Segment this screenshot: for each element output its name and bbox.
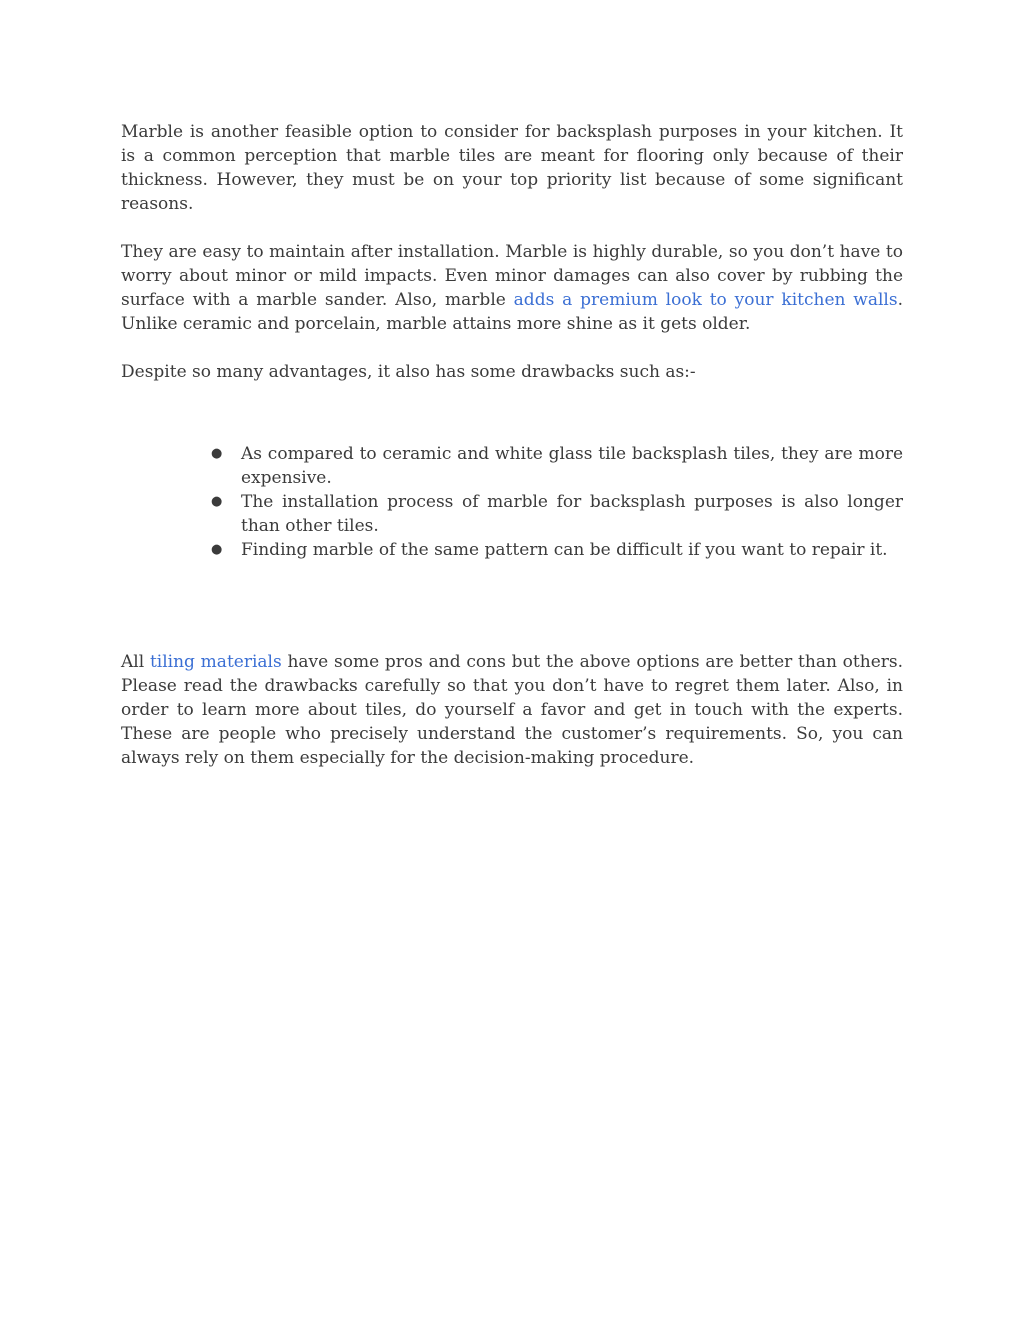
list-item-text: As compared to ceramic and white glass tile backsplash tiles, they are more expensive.: [241, 444, 903, 488]
paragraph-intro-text: Marble is another feasible option to consider for backsplash purposes in your kitchen. It is a common perception that marble tiles are meant for flooring only because of their thickness. However, they must be on your top priority list because of some significant reasons.: [121, 122, 903, 214]
list-item-text: The installation process of marble for backsplash purposes is also longer than other tiles.: [241, 492, 903, 536]
paragraph-intro: [121, 120, 903, 216]
premium-look-link[interactable]: adds a premium look to your kitchen walls: [513, 290, 898, 310]
paragraph-maintenance-text-start: They are easy to maintain after installation. Marble is highly durable, so you don’t have to worry about minor or mild impacts. Even minor damages can also cover by rubbing the surface with a marble sander. Also, marble: [121, 242, 903, 310]
list-item-text: Finding marble of the same pattern can be difficult if you want to repair it.: [241, 540, 888, 560]
tiling-materials-link[interactable]: tiling materials: [149, 652, 282, 672]
paragraph-maintenance-text-end: . Unlike ceramic and porcelain, marble attains more shine as it gets older.: [121, 290, 903, 334]
paragraph-conclusion: [121, 650, 903, 770]
paragraph-maintenance: [121, 240, 903, 336]
paragraph-conclusion-text-start: All: [121, 652, 150, 672]
bullet-icon: ●: [211, 446, 223, 461]
bullet-icon: ●: [211, 494, 223, 509]
list-item: [211, 538, 903, 562]
bullet-icon: ●: [211, 542, 223, 557]
drawbacks-list: [121, 442, 903, 562]
paragraph-conclusion-text-end: have some pros and cons but the above options are better than others. Please read the drawbacks carefully so that you don’t have to regret them later. Also, in order to learn more about tiles, do yourself a favor and get in touch with the experts. These are people who precisely understand the customer’s requirements. So, you can always rely on them especially for the decision-making procedure.: [121, 652, 904, 768]
document-page: [121, 120, 903, 770]
list-item: [211, 442, 903, 490]
paragraph-drawbacks-intro-text: Despite so many advantages, it also has some drawbacks such as:-: [121, 362, 696, 382]
paragraph-drawbacks-intro: [121, 360, 903, 384]
list-item: [211, 490, 903, 538]
